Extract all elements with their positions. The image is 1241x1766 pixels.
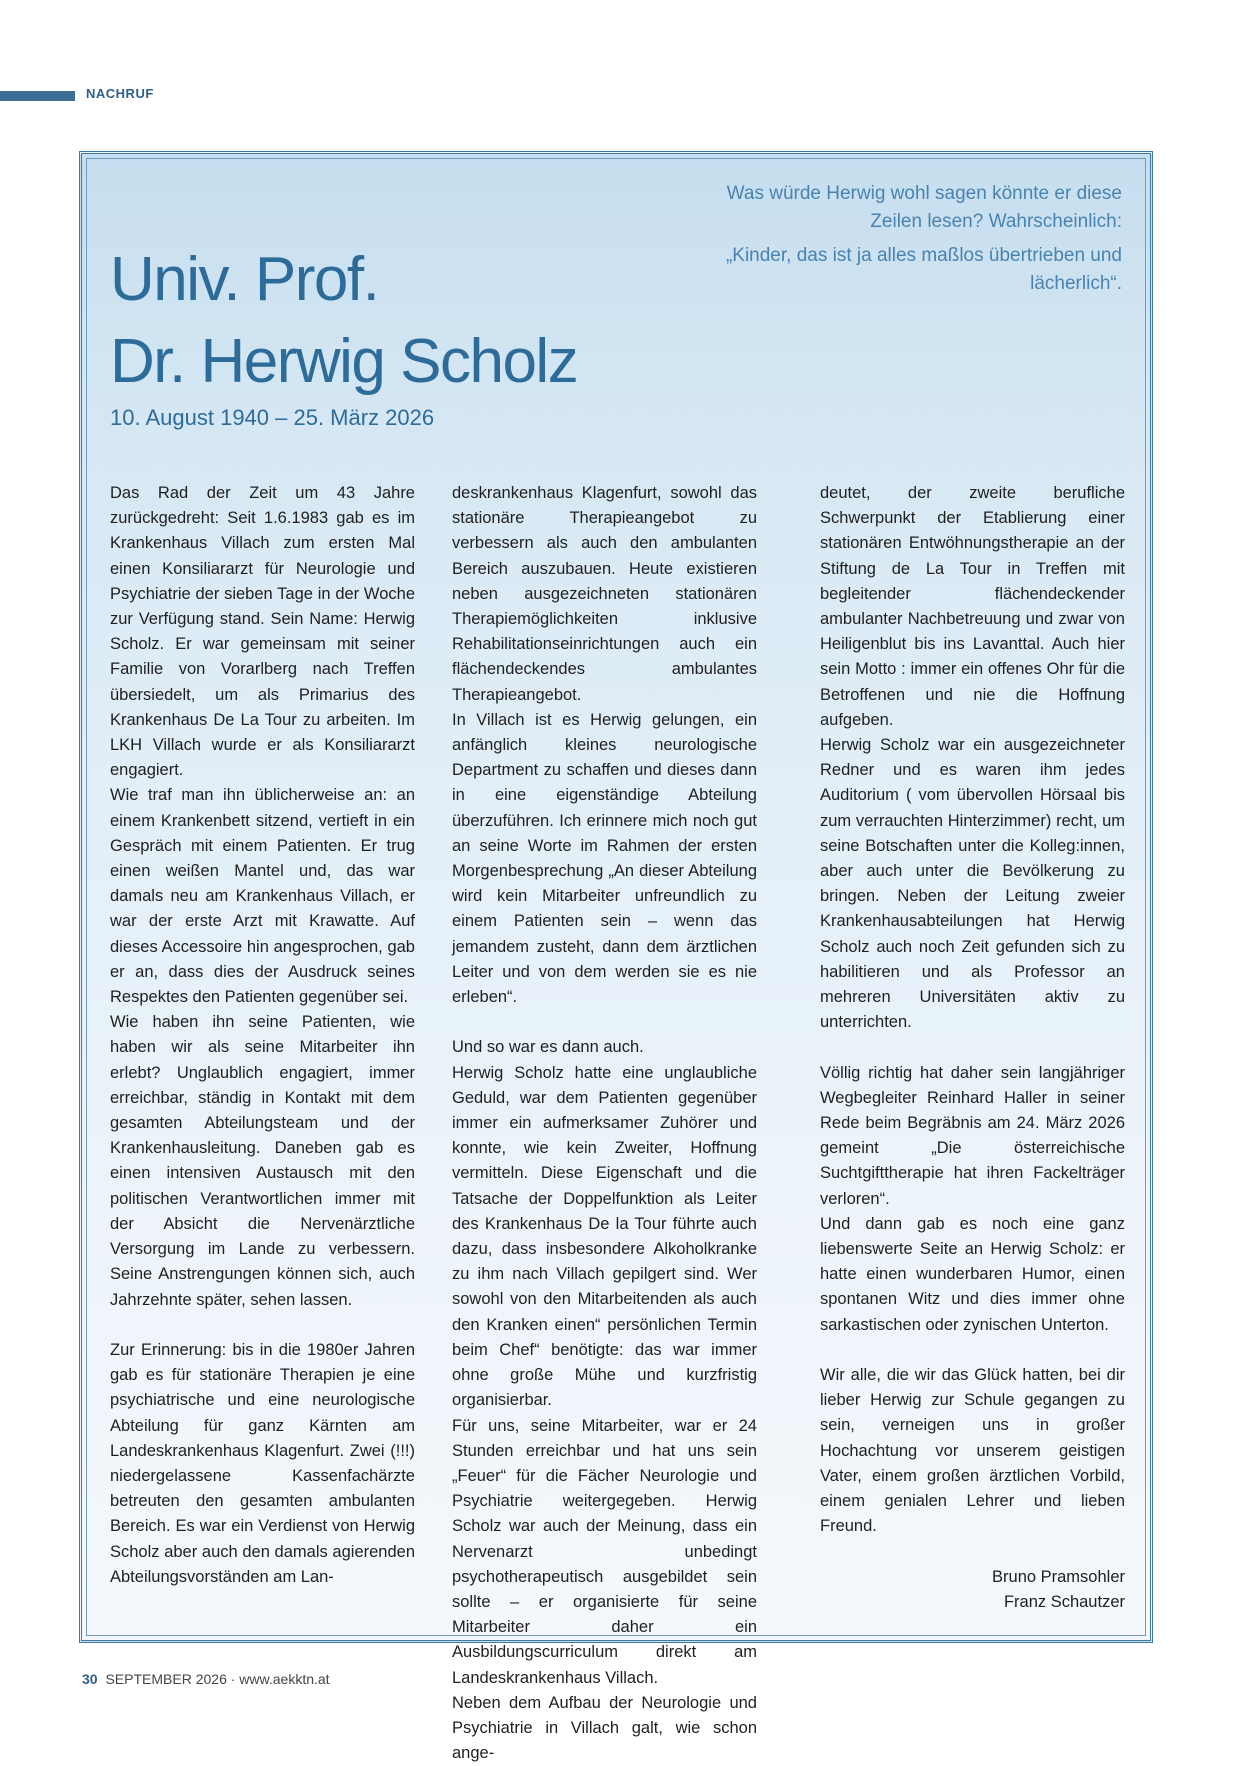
section-bar <box>0 91 75 101</box>
paragraph: Wir alle, die wir das Glück hatten, bei dir lieber Herwig zur Schule gegangen zu sein, verneigen uns in großer Hochachtung vor unserem geistigen Vater, einem großen ärztlichen Vorbild, einem genialen Lehrer und lieben Freund. <box>820 1366 1125 1536</box>
paragraph: Und dann gab es noch eine ganz liebenswerte Seite an Herwig Scholz: er hatte einen wunderbaren Humor, einen spontanen Witz und dies immer ohne sarkastischen oder zynischen Unterton. <box>820 1214 1125 1334</box>
page-number: 30 <box>82 1671 98 1687</box>
article-title <box>110 239 577 403</box>
quote-line-2: „Kinder, das ist ja alles maßlos übertrieben und lächerlich“. <box>725 245 1122 294</box>
paragraph: Wie haben ihn seine Patienten, wie haben wir als seine Mitarbeiter ihn erlebt? Unglaublich engagiert, immer erreichbar, ständig in Kontakt mit dem gesamten Abteilungsteam und der Krankenhausleitung. Daneben gab es einen intensiven Austausch mit den politischen Verantwortlichen immer mit der Absicht die Nervenärztliche Versorgung im Lande zu verbessern. Seine Anstrengungen können sich, auch Jahrzehnte später, sehen lassen. <box>110 1013 415 1309</box>
text-column-2 <box>452 481 757 1766</box>
signature-block <box>820 1565 1125 1615</box>
paragraph: Das Rad der Zeit um 43 Jahre zurückgedreht: Seit 1.6.1983 gab es im Krankenhaus Villach zum ersten Mal einen Konsiliararzt für Neurologie und Psychiatrie der sieben Tage in der Woche zur Verfügung stand. Sein Name: Herwig Scholz. Er war gemeinsam mit seiner Familie von Vorarlberg nach Treffen übersiedelt, um als Primarius des Krankenhaus De La Tour zu arbeiten. Im LKH Villach wurde er als Konsiliararzt engagiert. <box>110 484 415 780</box>
paragraph: Herwig Scholz hatte eine unglaubliche Geduld, war dem Patienten gegenüber immer ein aufmerksamer Zuhörer und konnte, wie kein Zweiter, Hoffnung vermitteln. Diese Eigenschaft und die Tatsache der Doppelfunktion als Leiter des Krankenhaus De la Tour führte auch dazu, dass insbesondere Alkoholkranke zu ihm nach Villach gepilgert sind. Wer sowohl von den Mitarbeitenden als auch den Kranken einen“ persönlichen Termin beim Chef“ benötigte: das war immer ohne große Mühe und kurzfristig organisierbar. <box>452 1063 757 1410</box>
pull-quote <box>702 180 1122 298</box>
text-column-1 <box>110 481 415 1590</box>
title-line-1: Univ. Prof. <box>110 245 379 314</box>
author-name: Franz Schautzer <box>1003 1592 1125 1611</box>
paragraph: Und so war es dann auch. <box>452 1038 644 1057</box>
paragraph: deutet, der zweite berufliche Schwerpunkt der Etablierung einer stationären Entwöhnungstherapie an der Stiftung de La Tour in Treffen mit begleitender flächendeckender ambulanter Nachbetreuung und zwar von Heiligenblut bis ins Lavanttal. Auch hier sein Motto : immer ein offenes Ohr für die Betroffenen und nie die Hoffnung aufgeben. <box>820 484 1125 729</box>
paragraph: deskrankenhaus Klagenfurt, sowohl das stationäre Therapieangebot zu verbessern als auch den ambulanten Bereich auszubauen. Heute existieren neben ausgezeichneten stationären Therapiemöglichkeiten inklusive Rehabilitationseinrichtungen auch ein flächendeckendes ambulantes Therapieangebot. <box>452 484 757 704</box>
paragraph: Zur Erinnerung: bis in die 1980er Jahren gab es für stationäre Therapien je eine psychiatrische und eine neurologische Abteilung für ganz Kärnten am Landeskrankenhaus Klagenfurt. Zwei (!!!) niedergelassene Kassenfachärzte betreuten den gesamten ambulanten Bereich. Es war ein Verdienst von Herwig Scholz aber auch den damals agierenden Abteilungsvorständen am Lan- <box>110 1340 415 1586</box>
paragraph: Wie traf man ihn üblicherweise an: an einem Krankenbett sitzend, vertieft in ein Gespräch mit einem Patienten. Er trug einen weißen Mantel und, das war damals neu am Krankenhaus Villach, er war der erste Arzt mit Krawatte. Auf dieses Accessoire hin angesprochen, gab er an, dass dies der Ausdruck seines Respektes den Patienten gegenüber sei. <box>110 786 415 1007</box>
title-line-2: Dr. Herwig Scholz <box>110 327 578 396</box>
paragraph: In Villach ist es Herwig gelungen, ein anfänglich kleines neurologische Department zu schaffen und dieses dann in eine eigenständige Abteilung überzuführen. Ich erinnere mich noch gut an seine Worte im Rahmen der ersten Morgenbesprechung „An dieser Abteilung wird kein Mitarbeiter unfreundlich zu einem Patienten sein – wenn das jemandem zusteht, dann dem ärztlichen Leiter und von dem werden sie es nie erleben“. <box>452 710 757 1007</box>
paragraph: Völlig richtig hat daher sein langjähriger Wegbegleiter Reinhard Haller in seiner Rede beim Begräbnis am 24. März 2026 gemeint „Die österreichische Suchtgifttherapie hat ihren Fackelträger verloren“. <box>820 1063 1125 1208</box>
issue-info: SEPTEMBER 2026 · www.aekktn.at <box>105 1671 330 1687</box>
section-label: NACHRUF <box>86 86 154 101</box>
quote-line-1: Was würde Herwig wohl sagen könnte er diese Zeilen lesen? Wahrscheinlich: <box>726 183 1122 232</box>
life-dates: 10. August 1940 – 25. März 2026 <box>110 405 435 430</box>
author-name: Bruno Pramsohler <box>992 1567 1125 1586</box>
text-column-3 <box>820 481 1125 1615</box>
paragraph: Neben dem Aufbau der Neurologie und Psychiatrie in Villach galt, wie schon ange- <box>452 1693 757 1763</box>
paragraph: Für uns, seine Mitarbeiter, war er 24 Stunden erreichbar und hat uns sein „Feuer“ für die Fächer Neurologie und Psychiatrie weitergegeben. Herwig Scholz war auch der Meinung, dass ein Nervenarzt unbedingt psychotherapeutisch ausgebildet sein sollte – er organisierte für seine Mitarbeiter daher ein Ausbildungscurriculum direkt am Landeskrankenhaus Villach. <box>452 1416 757 1687</box>
page-footer <box>82 1671 330 1687</box>
paragraph: Herwig Scholz war ein ausgezeichneter Redner und es waren ihm jedes Auditorium ( vom übervollen Hörsaal bis zum verrauchten Hinterzimmer) recht, um seine Botschaften unter die Kolleg:innen, aber auch unter die Bevölkerung zu bringen. Neben der Leitung zweier Krankenhausabteilungen hat Herwig Scholz auch noch Zeit gefunden sich zu habilitieren und als Professor an mehreren Universitäten aktiv zu unterrichten. <box>820 736 1125 1032</box>
